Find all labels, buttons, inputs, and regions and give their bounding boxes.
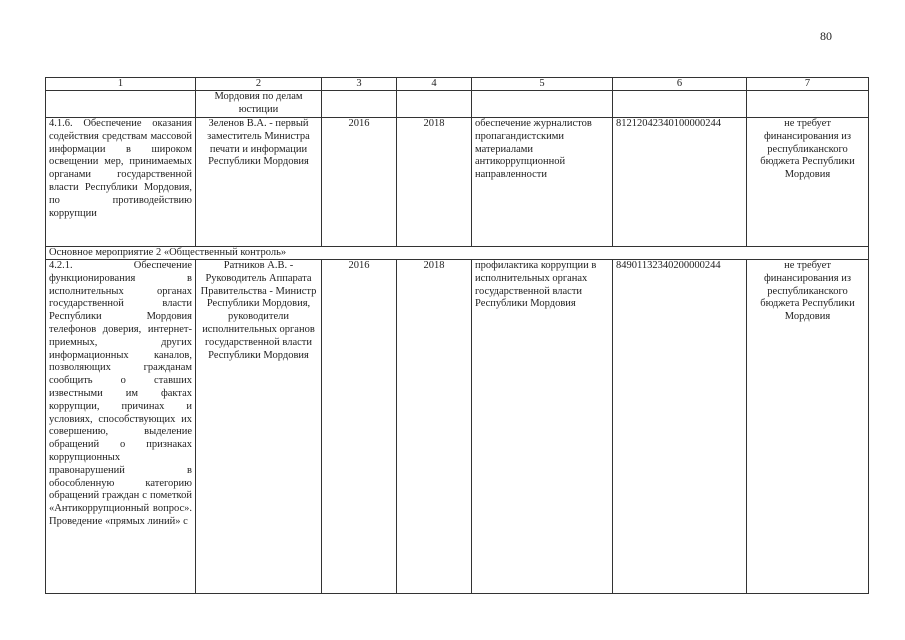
- header-cell: 3: [322, 78, 397, 91]
- table-row: [46, 91, 869, 118]
- result-cell: обеспечение журналистов пропагандистскими материалами антикоррупционной направленности: [472, 118, 613, 247]
- header-cell: 2: [196, 78, 322, 91]
- header-cell: 7: [747, 78, 869, 91]
- start-year-cell: 2016: [322, 118, 397, 247]
- header-cell: 1: [46, 78, 196, 91]
- header-cell: 5: [472, 78, 613, 91]
- start-year-cell: 2016: [322, 260, 397, 594]
- financing-cell: [747, 91, 869, 118]
- start-year-cell: [322, 91, 397, 118]
- page-number: 80: [820, 29, 832, 43]
- end-year-cell: 2018: [397, 260, 472, 594]
- end-year-cell: 2018: [397, 118, 472, 247]
- responsible-cell: Ратников А.В. - Руководитель Аппарата Правительства - Министр Республики Мордовия, руководители исполнительных органов государственной власти Республики Мордовия: [196, 260, 322, 594]
- table-row: [46, 118, 869, 247]
- result-cell: профилактика коррупции в исполнительных органах государственной власти Республики Мордовия: [472, 260, 613, 594]
- table-row: [46, 260, 869, 594]
- measures-table: [45, 77, 869, 594]
- financing-cell: не требует финансирования из республиканского бюджета Республики Мордовия: [747, 118, 869, 247]
- section-row: [46, 247, 869, 260]
- budget-code-cell: 81212042340100000244: [613, 118, 747, 247]
- responsible-cell: Зеленов В.А. - первый заместитель Министра печати и информации Республики Мордовия: [196, 118, 322, 247]
- result-cell: [472, 91, 613, 118]
- table-header-row: [46, 78, 869, 91]
- budget-code-cell: 84901132340200000244: [613, 260, 747, 594]
- financing-cell: не требует финансирования из республиканского бюджета Республики Мордовия: [747, 260, 869, 594]
- measure-cell: [46, 91, 196, 118]
- header-cell: 4: [397, 78, 472, 91]
- end-year-cell: [397, 91, 472, 118]
- budget-code-cell: [613, 91, 747, 118]
- section-title: Основное мероприятие 2 «Общественный контроль»: [46, 247, 869, 260]
- measure-cell: 4.2.1. Обеспечение функционирования в исполнительных органах государственной власти Республики Мордовия телефонов доверия, интернет-приемных, других информационных каналов, позволяющих гражданам сообщить о ставших известными им фактах коррупции, причинах и условиях, способствующих их совершению, выделение обращений о признаках коррупционных правонарушений в обособленную категорию обращений граждан с пометкой «Антикоррупционный вопрос». Проведение «прямых линий» с: [46, 260, 196, 594]
- measure-cell: 4.1.6. Обеспечение оказания содействия средствам массовой информации в широком освещении мер, принимаемых органами государственной власти Республики Мордовия, по противодействию коррупции: [46, 118, 196, 247]
- responsible-cell: Мордовия по делам юстиции: [196, 91, 322, 118]
- header-cell: 6: [613, 78, 747, 91]
